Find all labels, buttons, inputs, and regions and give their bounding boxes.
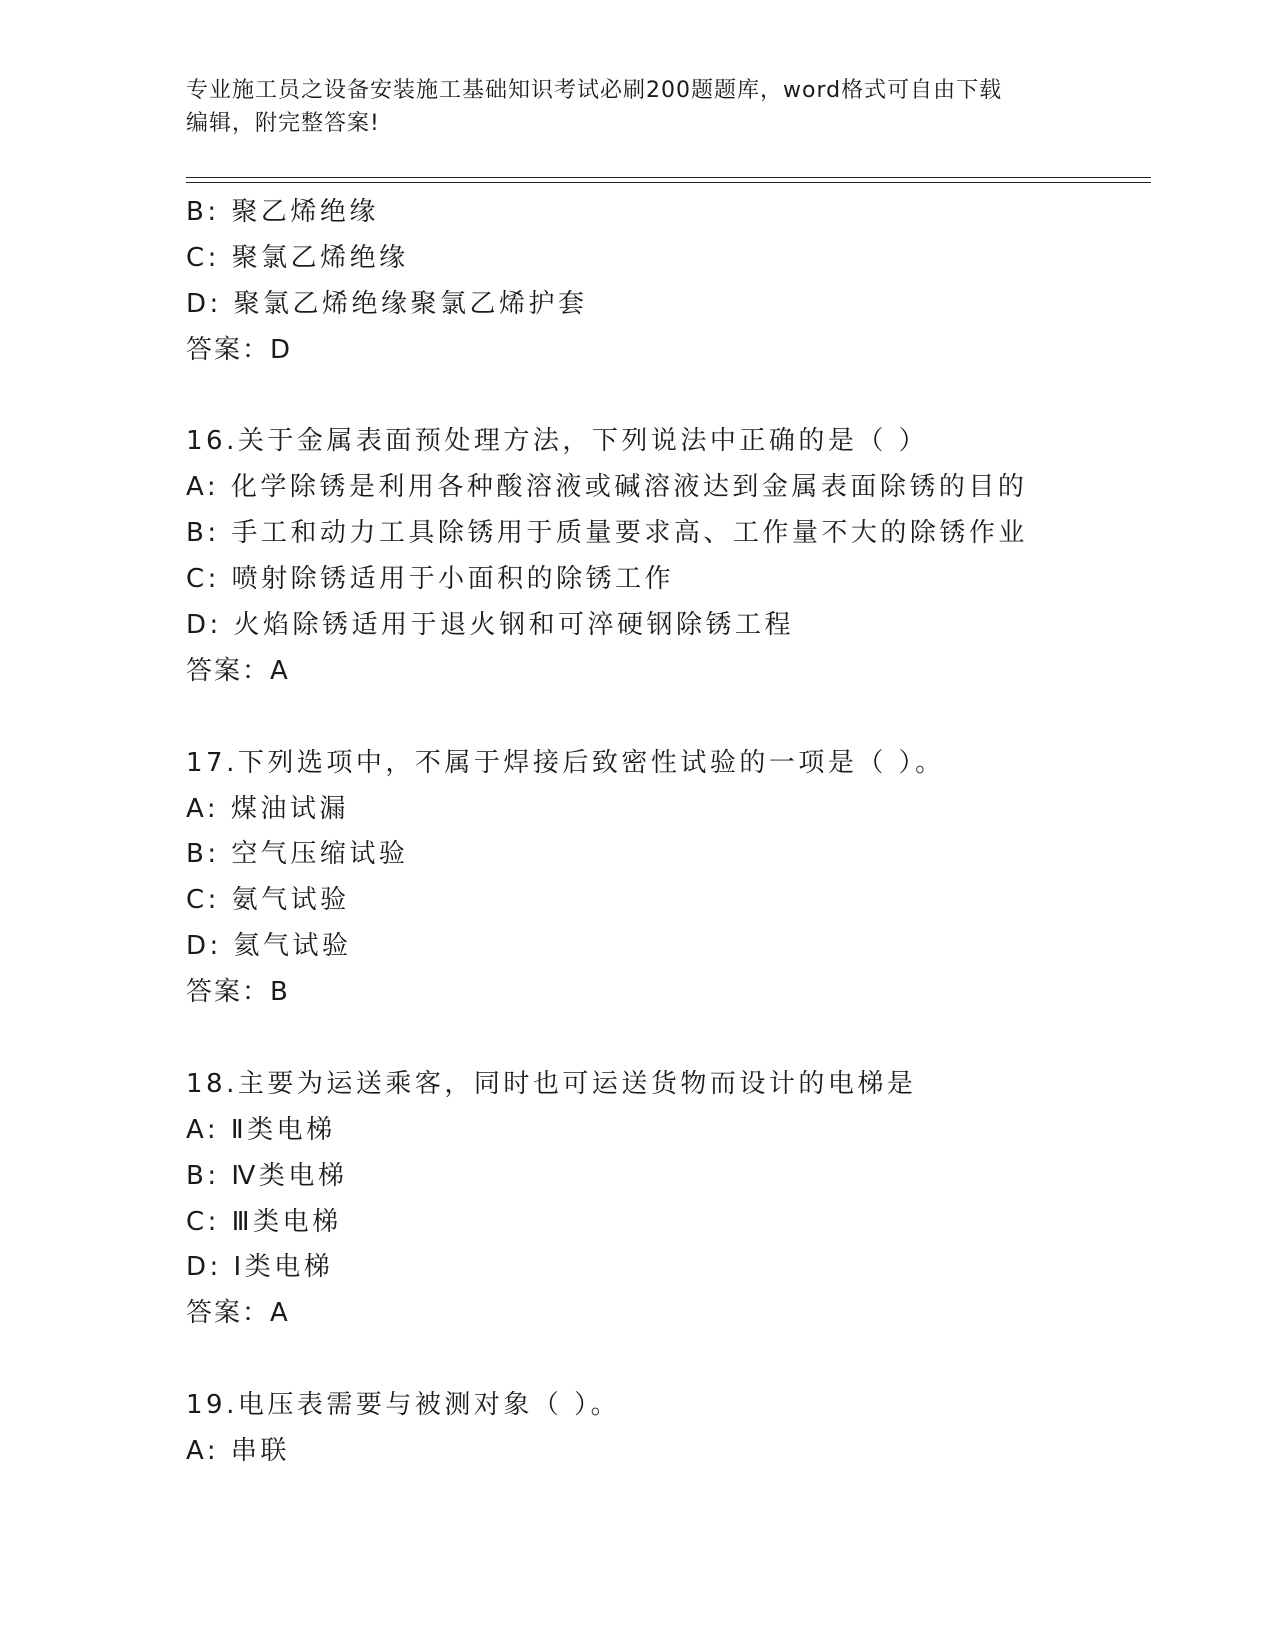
spacer (186, 1016, 1146, 1062)
option-d: D: 聚氯乙烯绝缘聚氯乙烯护套 (186, 288, 588, 319)
header-divider-top (186, 177, 1151, 178)
option-b: B: Ⅳ类电梯 (186, 1160, 348, 1191)
question-stem: 19.电压表需要与被测对象（ ）。 (186, 1390, 621, 1421)
header-divider-bottom (186, 182, 1151, 183)
question-stem: 16.关于金属表面预处理方法，下列说法中正确的是（ ） (186, 426, 929, 457)
answer: 答案：A (186, 655, 290, 686)
spacer (186, 695, 1146, 741)
option-b: B: 手工和动力工具除锈用于质量要求高、工作量不大的除锈作业 (186, 518, 1028, 549)
option-c: C: 氨气试验 (186, 885, 350, 916)
header-line-2: 编辑，附完整答案! (186, 111, 380, 136)
option-a: A: Ⅱ类电梯 (186, 1114, 336, 1145)
option-d: D: Ⅰ类电梯 (186, 1252, 334, 1283)
option-c: C: Ⅲ类电梯 (186, 1206, 342, 1237)
answer: 答案：D (186, 334, 293, 365)
question-19 (186, 1383, 1146, 1475)
question-15 (186, 190, 1146, 374)
question-18 (186, 1062, 1146, 1337)
answer: 答案：B (186, 977, 290, 1008)
option-a: A: 煤油试漏 (186, 793, 349, 824)
answer: 答案：A (186, 1298, 290, 1329)
question-list (186, 190, 1146, 1475)
option-a: A: 串联 (186, 1436, 290, 1467)
spacer (186, 374, 1146, 420)
question-16 (186, 419, 1146, 694)
option-b: B: 聚乙烯绝缘 (186, 197, 379, 227)
document-header (186, 74, 1086, 140)
option-c: C: 喷射除锈适用于小面积的除锈工作 (186, 564, 675, 595)
header-line-1: 专业施工员之设备安装施工基础知识考试必刷200题题库，word格式可自由下载 (186, 78, 1003, 103)
option-a: A: 化学除锈是利用各种酸溶液或碱溶液达到金属表面除锈的目的 (186, 472, 1028, 503)
option-c: C: 聚氯乙烯绝缘 (186, 242, 409, 273)
question-stem: 17.下列选项中，不属于焊接后致密性试验的一项是（ ）。 (186, 747, 945, 778)
question-17 (186, 741, 1146, 1016)
option-d: D: 氦气试验 (186, 931, 352, 962)
spacer (186, 1337, 1146, 1383)
option-b: B: 空气压缩试验 (186, 839, 409, 870)
question-stem: 18.主要为运送乘客，同时也可运送货物而设计的电梯是 (186, 1068, 917, 1099)
option-d: D: 火焰除锈适用于退火钢和可淬硬钢除锈工程 (186, 610, 795, 641)
